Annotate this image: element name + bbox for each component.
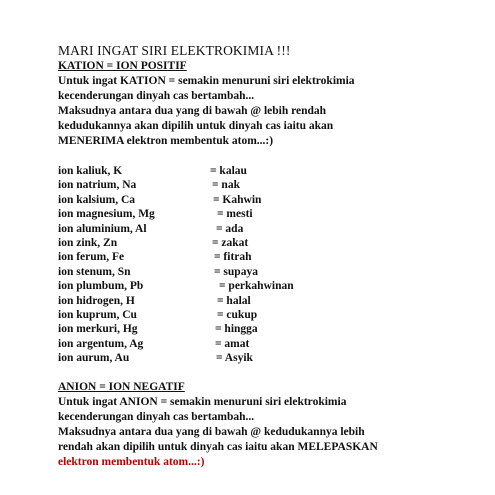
ion-mnemonic: = Asyik <box>216 352 253 365</box>
ion-row <box>58 222 483 236</box>
ion-row <box>58 308 483 322</box>
ion-mnemonic: = ada <box>216 222 244 235</box>
ion-name: ion stenum, Sn <box>58 265 131 278</box>
kation-p2-line-3: MENERIMA elektron membentuk atom...:) <box>58 135 274 147</box>
ion-mnemonic: = halal <box>217 294 251 307</box>
ion-name: ion merkuri, Hg <box>58 323 138 336</box>
ion-name: ion aluminium, Al <box>58 222 147 235</box>
anion-closing-red-text: elektron membentuk atom...:) <box>58 456 205 469</box>
ion-mnemonic: = nak <box>212 179 240 192</box>
ion-name: ion aurum, Au <box>58 352 130 365</box>
kation-heading: KATION = ION POSITIF <box>58 60 187 72</box>
ion-name: ion zink, Zn <box>58 236 118 249</box>
ion-row <box>58 164 483 178</box>
ion-name: ion ferum, Fe <box>58 251 125 264</box>
ion-row <box>58 178 483 192</box>
ion-mnemonic: = amat <box>215 337 250 350</box>
ion-row <box>58 193 483 207</box>
ion-mnemonic: = hingga <box>215 323 258 336</box>
document-title: MARI INGAT SIRI ELEKTROKIMIA !!! <box>58 43 291 58</box>
anion-p2-line-1: Maksudnya antara dua yang di bawah @ kedudukannya lebih <box>58 426 365 439</box>
section-spacer <box>58 365 483 380</box>
ion-mnemonic: = supaya <box>214 265 258 278</box>
ion-mnemonic: = Kahwin <box>213 193 262 206</box>
ion-mnemonic: = perkahwinan <box>219 280 294 293</box>
ion-row <box>58 236 483 250</box>
anion-paragraph-1 <box>58 395 483 425</box>
ion-row <box>58 279 483 293</box>
ion-name: ion plumbum, Pb <box>58 280 144 293</box>
anion-paragraph-2 <box>58 425 483 470</box>
kation-paragraph-2 <box>58 104 483 149</box>
kation-p2-line-1: Maksudnya antara dua yang di bawah @ lebih rendah <box>58 105 327 117</box>
ion-name: ion kaliuk, K <box>58 165 123 177</box>
kation-p1-line-2: kecenderungan dinyah cas bertambah... <box>58 90 255 102</box>
kation-p1-line-1: Untuk ingat KATION = semakin menuruni siri elektrokimia <box>58 75 355 87</box>
ion-row <box>58 322 483 336</box>
ion-row <box>58 250 483 264</box>
ion-mnemonic: = cukup <box>217 308 258 321</box>
ion-name: ion natrium, Na <box>58 179 137 192</box>
ion-mnemonic: = zakat <box>212 236 249 249</box>
ion-mnemonic: = mesti <box>217 208 253 221</box>
ion-row <box>58 337 483 351</box>
anion-p1-line-1: Untuk ingat ANION = semakin menuruni siri elektrokimia <box>58 396 347 409</box>
kation-p2-line-2: kedudukannya akan dipilih untuk dinyah cas iaitu akan <box>58 120 334 132</box>
anion-p1-line-2: kecenderungan dinyah cas bertambah... <box>58 411 255 424</box>
ion-row <box>58 265 483 279</box>
ion-row <box>58 294 483 308</box>
anion-p2-line-2: rendah akan dipilih untuk dinyah cas iaitu akan MELEPASKAN <box>58 441 378 454</box>
ion-name: ion argentum, Ag <box>58 337 144 350</box>
document-page <box>58 43 483 470</box>
ion-name: ion kuprum, Cu <box>58 308 137 321</box>
ion-row <box>58 351 483 365</box>
ion-mnemonic: = fitrah <box>214 251 252 264</box>
section-spacer <box>58 149 483 164</box>
ion-name: ion kalsium, Ca <box>58 193 136 206</box>
anion-heading: ANION = ION NEGATIF <box>58 381 185 394</box>
ion-name: ion hidrogen, H <box>58 294 135 307</box>
ion-mnemonic: = kalau <box>210 165 247 177</box>
ion-list <box>58 164 483 365</box>
kation-paragraph-1 <box>58 74 483 104</box>
ion-row <box>58 207 483 221</box>
ion-name: ion magnesium, Mg <box>58 208 155 221</box>
